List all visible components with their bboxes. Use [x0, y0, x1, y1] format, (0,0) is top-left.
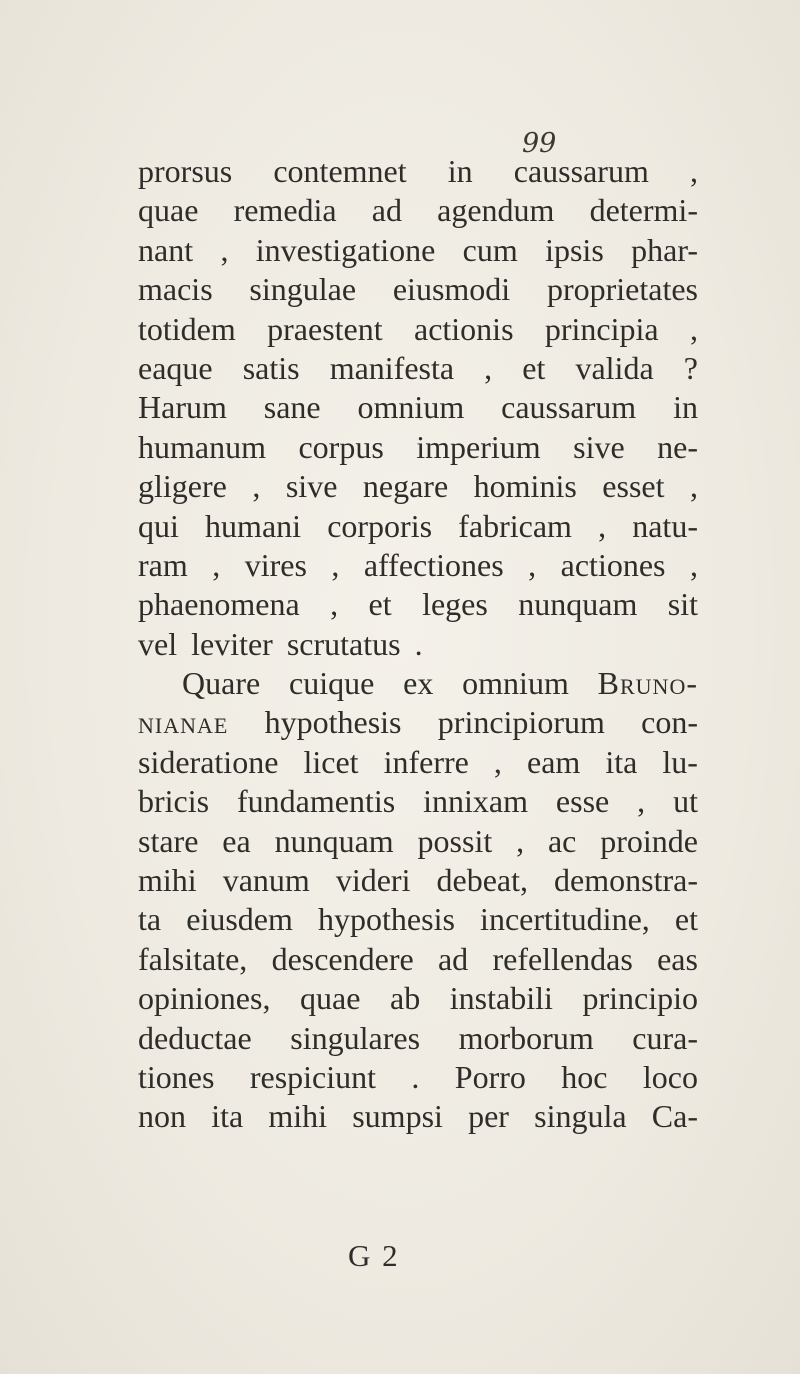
word: ? [683, 349, 698, 386]
word: proinde [600, 822, 698, 859]
word: . [414, 625, 423, 662]
word: vanum [222, 862, 310, 899]
word: natu- [632, 507, 698, 544]
word: , [528, 546, 537, 583]
word: hominis [473, 468, 577, 505]
word: ex [403, 665, 434, 702]
word: contemnet [273, 153, 407, 189]
word: ac [547, 822, 577, 859]
word: valida [575, 349, 654, 386]
word: , [689, 468, 698, 505]
word: Quare [182, 665, 261, 702]
word: humani [205, 507, 302, 544]
word: sideratione [138, 743, 279, 780]
text-line [138, 1019, 698, 1058]
word: nunquam [518, 586, 638, 623]
word: non [138, 1098, 186, 1135]
word: incertitudine, [480, 901, 650, 938]
word: falsitate, [138, 940, 248, 977]
word: humanum [138, 428, 266, 465]
word: ea [222, 822, 251, 859]
word: praestent [267, 310, 383, 347]
word: corpus [298, 428, 384, 465]
word: loco [642, 1058, 698, 1095]
word: caussarum [513, 153, 649, 189]
text-line [138, 467, 698, 506]
word: hypothesis [264, 704, 402, 741]
text-line [138, 625, 698, 664]
word: opiniones, [138, 980, 271, 1017]
page-number: 99 [522, 128, 557, 159]
word: nunquam [274, 822, 394, 859]
word: totidem [138, 310, 236, 347]
word: , [331, 546, 340, 583]
text-line [138, 388, 698, 427]
signature-mark: G 2 [348, 1238, 400, 1273]
word: ita [605, 743, 638, 780]
word: hoc [561, 1058, 608, 1095]
word: , [252, 468, 261, 505]
word: , [220, 231, 229, 268]
word: satis [242, 349, 300, 386]
text-line [138, 1058, 698, 1097]
text-line [138, 507, 698, 546]
word: ne- [657, 428, 698, 465]
word: cura- [632, 1019, 698, 1056]
word: singulae [249, 271, 357, 308]
word: cuique [289, 665, 375, 702]
word: lu- [662, 743, 698, 780]
word: respiciunt [249, 1058, 377, 1095]
body-text [138, 152, 698, 1137]
word: ita [211, 1098, 244, 1135]
word: descendere [271, 940, 414, 977]
word: actionis [413, 310, 514, 347]
text-line [138, 428, 698, 467]
word: et [674, 901, 698, 938]
word: omnium [357, 389, 465, 426]
word: debeat, [436, 862, 528, 899]
word: macis [138, 271, 213, 308]
word: mihi [138, 862, 197, 899]
word: nianae [138, 704, 229, 741]
word: innixam [423, 783, 528, 820]
word: sumpsi [352, 1098, 443, 1135]
word: . [411, 1058, 420, 1095]
text-line [138, 191, 698, 230]
word: , [484, 349, 493, 386]
text-line [138, 349, 698, 388]
word: scrutatus [286, 625, 401, 662]
word: leviter [191, 625, 273, 662]
word: con- [641, 704, 698, 741]
word: mihi [268, 1098, 328, 1135]
word: actiones [560, 546, 666, 583]
word: , [330, 586, 339, 623]
word: proprietates [546, 271, 698, 308]
word: , [493, 743, 502, 780]
word: Porro [454, 1058, 526, 1095]
word: per [468, 1098, 509, 1135]
word: in [447, 153, 473, 189]
text-line [138, 743, 698, 782]
word: manifesta [329, 349, 455, 386]
text-line [138, 861, 698, 900]
word: instabili [449, 980, 553, 1017]
word: principiorum [437, 704, 605, 741]
word: singula [534, 1098, 627, 1135]
word: ipsis [545, 231, 604, 268]
text-line [138, 822, 698, 861]
word: deductae [138, 1019, 252, 1056]
word: , [689, 153, 698, 189]
text-line [138, 703, 698, 742]
text-line [138, 979, 698, 1018]
word: Ca- [651, 1098, 698, 1135]
word: fundamentis [237, 783, 396, 820]
word: phaenomena [138, 586, 300, 623]
word: ab [390, 980, 421, 1017]
word: Bruno- [597, 665, 698, 702]
word: vel [138, 625, 178, 662]
text-line [138, 782, 698, 821]
word: remedia [233, 192, 337, 229]
word: eiusmodi [392, 271, 511, 308]
word: eiusdem [186, 901, 293, 938]
word: , [516, 822, 525, 859]
word: phar- [631, 231, 698, 268]
word: ad [371, 192, 402, 229]
word: sane [263, 389, 321, 426]
word: et [368, 586, 392, 623]
word: cum [462, 231, 518, 268]
text-line [138, 940, 698, 979]
word: eas [657, 940, 698, 977]
word: ut [673, 783, 698, 820]
word: caussarum [501, 389, 637, 426]
word: in [673, 389, 698, 426]
word: , [637, 783, 646, 820]
word: stare [138, 822, 199, 859]
word: morborum [458, 1019, 594, 1056]
word: principia [544, 310, 659, 347]
word: eaque [138, 349, 213, 386]
text-line [138, 664, 698, 703]
word: refellendas [492, 940, 633, 977]
word: et [522, 349, 546, 386]
word: fabricam [458, 507, 572, 544]
word: investigatione [255, 231, 436, 268]
word: singulares [290, 1019, 421, 1056]
word: sive [285, 468, 338, 505]
word: nant [138, 231, 194, 268]
word: , [212, 546, 221, 583]
word: demonstra- [554, 862, 698, 899]
word: licet [303, 743, 359, 780]
word: eam [526, 743, 581, 780]
word: ram [138, 546, 188, 583]
text-line [138, 270, 698, 309]
word: corporis [327, 507, 433, 544]
word: videri [335, 862, 411, 899]
text-line [138, 152, 698, 191]
word: sit [667, 586, 698, 623]
word: quae [138, 192, 199, 229]
text-line [138, 231, 698, 270]
word: ta [138, 901, 162, 938]
word: determi- [589, 192, 698, 229]
word: , [598, 507, 607, 544]
word: principio [582, 980, 698, 1017]
word: , [689, 310, 698, 347]
word: esset [602, 468, 665, 505]
word: affectiones [363, 546, 504, 583]
word: quae [300, 980, 361, 1017]
text-line [138, 310, 698, 349]
word: bricis [138, 783, 210, 820]
word: imperium [416, 428, 541, 465]
word: ad [437, 940, 469, 977]
text-line [138, 585, 698, 624]
word: sive [573, 428, 625, 465]
word: leges [422, 586, 488, 623]
word: vires [244, 546, 307, 583]
word: prorsus [138, 153, 233, 189]
word: inferre [383, 743, 469, 780]
word: , [689, 546, 698, 583]
text-line [138, 900, 698, 939]
word: hypothesis [318, 901, 455, 938]
word: tiones [138, 1058, 215, 1095]
word: qui [138, 507, 179, 544]
word: agendum [437, 192, 555, 229]
word: negare [362, 468, 449, 505]
word: Harum [138, 389, 227, 426]
word: omnium [462, 665, 569, 702]
text-line [138, 1097, 698, 1136]
word: possit [417, 822, 493, 859]
word: esse [555, 783, 610, 820]
word: gligere [138, 468, 227, 505]
text-line [138, 546, 698, 585]
